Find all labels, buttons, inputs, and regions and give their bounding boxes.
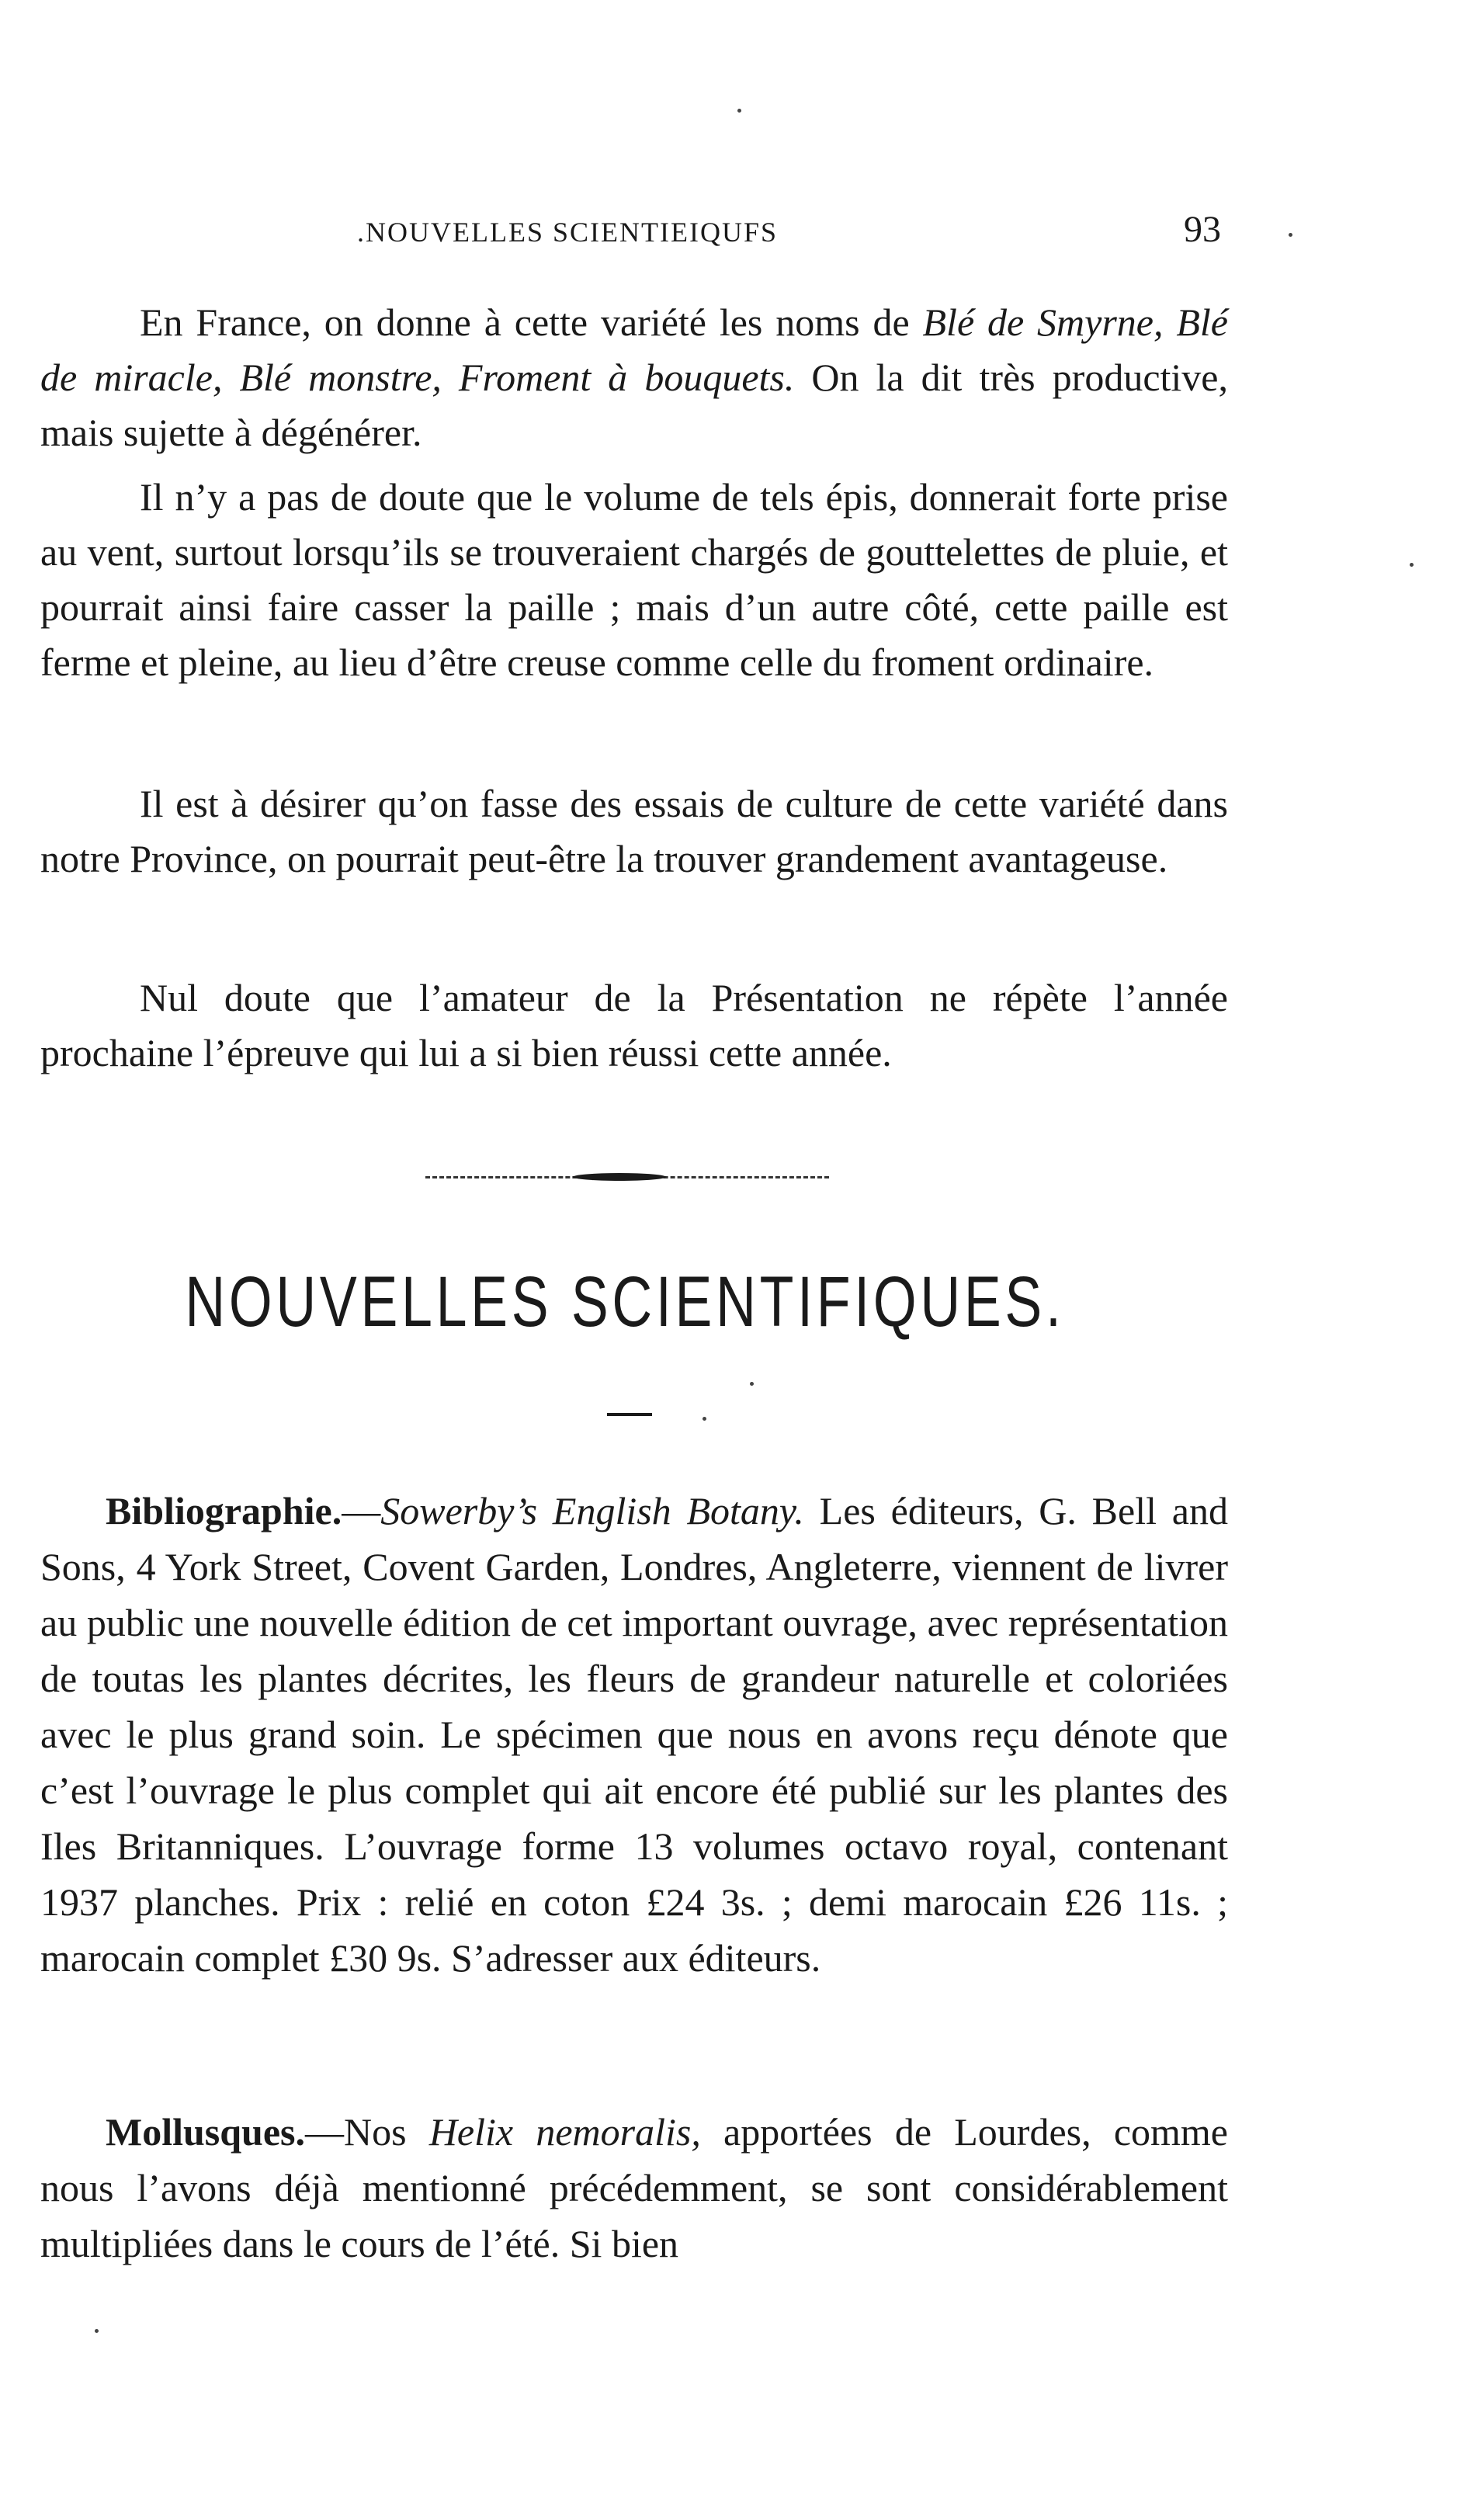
paragraph — [40, 295, 1228, 460]
speck — [737, 109, 741, 113]
speck — [95, 2329, 99, 2333]
paragraph — [40, 776, 1228, 887]
text-segment: — — [342, 1489, 381, 1532]
speck — [703, 1417, 706, 1421]
running-head: .NOUVELLES SCIENTIEIQUFS — [357, 217, 778, 248]
italic-text-segment: Helix nemoralis, — [428, 2110, 701, 2154]
text-segment: En France, on donne à cette variété les noms de — [140, 300, 923, 344]
paragraph — [40, 470, 1228, 690]
speck — [750, 1382, 754, 1386]
paragraph — [40, 2104, 1228, 2272]
divider-center-mark — [573, 1173, 666, 1181]
text-segment: Nul doute que l’amateur de la Présentation ne répète l’année prochaine l’épreuve qui lui a si bien réussi cette année. — [40, 976, 1228, 1074]
title-underline-dash — [607, 1413, 652, 1416]
text-segment: Les éditeurs, G. Bell and Sons, 4 York Street, Covent Garden, Londres, Angleterre, viennent de livrer au public une nouvelle édition de cet important ouvrage, avec représentation de toutas les plantes décrites, les fleurs de grandeur naturelle et coloriées avec le plus grand soin. Le spécimen que nous en avons reçu dénote que c’est l’ouvrage le plus complet qui ait encore été publié sur les plantes des Iles Britanniques. L’ouvrage forme 13 volumes octavo royal, contenant 1937 planches. Prix : relié en coton £24 3s. ; demi marocain £26 11s. ; marocain complet £30 9s. S’adresser aux éditeurs. — [40, 1489, 1228, 1980]
italic-text-segment: Blé de Smyrne, Blé de miracle, Blé monstre, Froment à bouquets. — [40, 300, 1228, 399]
italic-text-segment: Sowerby’s English Botany. — [380, 1489, 804, 1532]
page-number: 93 — [1184, 209, 1221, 250]
scan-edge-shadow — [0, 0, 20, 2520]
section-divider-ornament — [425, 1172, 829, 1182]
text-segment: On la dit très productive, mais sujette à dégénérer. — [40, 356, 1228, 454]
speck — [1410, 563, 1414, 567]
paragraph — [40, 1483, 1228, 1986]
bold-lead-text: Mollusques. — [106, 2110, 306, 2154]
page-header — [0, 208, 1464, 255]
bold-lead-text: Bibliographie. — [106, 1489, 342, 1532]
text-segment: Il est à désirer qu’on fasse des essais de culture de cette variété dans notre Province, on pourrait peut-être la trouver grandement avantageuse. — [40, 782, 1228, 880]
text-segment: Il n’y a pas de doute que le volume de tels épis, donnerait forte prise au vent, surtout lorsqu’ils se trouveraient chargés de gouttelettes de pluie, et pourrait ainsi faire casser la paille ; mais d’un autre côté, cette paille est ferme et pleine, au lieu d’être creuse comme celle du froment ordinaire. — [40, 475, 1228, 684]
section-title: NOUVELLES SCIENTIFIQUES. — [185, 1262, 1065, 1342]
text-segment: —Nos — [305, 2110, 429, 2154]
paragraph — [40, 970, 1228, 1081]
speck — [1289, 233, 1292, 237]
text-segment: apportées de Lourdes, comme nous l’avons déjà mentionné précédemment, se sont considérablement multipliées dans le cours de l’été. Si bien — [40, 2110, 1229, 2265]
